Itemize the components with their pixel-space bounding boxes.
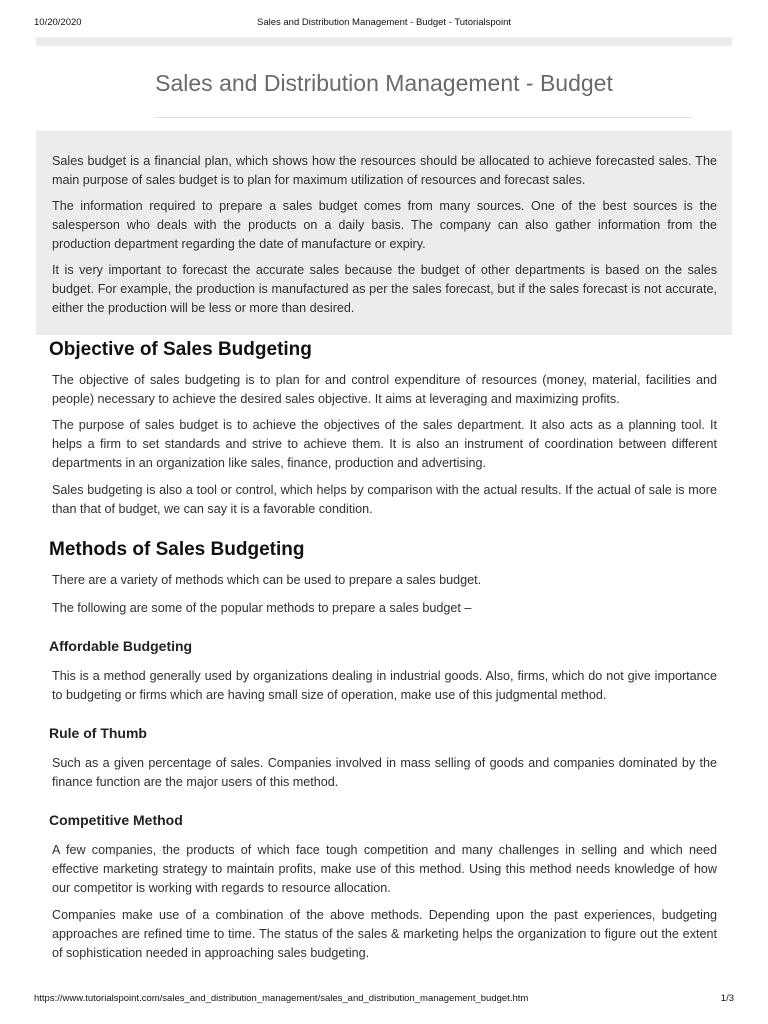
- affordable-budgeting-heading: Affordable Budgeting: [49, 638, 193, 654]
- intro-paragraph: It is very important to forecast the accurate sales because the budget of other departments is based on the sales budget. For example, the production is manufactured as per the sales forecast, but if the sales forecast is not accurate, either the production will be less or more than desired.: [52, 263, 717, 315]
- objective-heading: Objective of Sales Budgeting: [49, 339, 312, 360]
- page-url: https://www.tutorialspoint.com/sales_and_distribution_management/sales_and_distribution_management_budget.htm: [34, 993, 529, 1004]
- objective-paragraph: Sales budgeting is also a tool or control, which helps by comparison with the actual results. If the actual of sale is more than that of budget, we can say it is a favorable condition.: [52, 483, 717, 516]
- page-title: Sales and Distribution Management - Budget: [155, 70, 613, 96]
- objective-paragraph: The objective of sales budgeting is to plan for and control expenditure of resources (money, material, facilities and people) necessary to achieve the desired sales objective. It aims at leveraging and maximizing profits.: [52, 373, 717, 406]
- objective-paragraph: The purpose of sales budget is to achieve the objectives of the sales department. It also acts as a planning tool. It helps a firm to set standards and strive to achieve them. It is also an instrument of coordination between different departments in an organization like sales, finance, production and advertising.: [52, 418, 717, 470]
- top-bar: [36, 37, 732, 46]
- rule-of-thumb-text: Such as a given percentage of sales. Companies involved in mass selling of goods and companies dominated by the finance function are the major users of this method.: [52, 756, 717, 789]
- print-page-title: Sales and Distribution Management - Budget - Tutorialspoint: [257, 17, 511, 28]
- rule-of-thumb-heading: Rule of Thumb: [49, 725, 147, 741]
- page-number: 1/3: [720, 993, 734, 1004]
- competitive-method-heading: Competitive Method: [49, 812, 183, 828]
- title-divider: [154, 117, 692, 118]
- competitive-method-paragraph: A few companies, the products of which face tough competition and many challenges in selling and which need effective marketing strategy to maintain profits, make use of this method. Using this method needs knowledge of how our competitor is working with regards to resource allocation.: [52, 843, 717, 895]
- intro-paragraph: Sales budget is a financial plan, which shows how the resources should be allocated to achieve forecasted sales. The main purpose of sales budget is to plan for maximum utilization of resources and forecast sales.: [52, 154, 717, 187]
- intro-paragraph: The information required to prepare a sales budget comes from many sources. One of the best sources is the salesperson who deals with the products on a daily basis. The company can also gather information from the production department regarding the date of manufacture or expiry.: [52, 199, 717, 251]
- methods-heading: Methods of Sales Budgeting: [49, 539, 305, 560]
- methods-paragraph: There are a variety of methods which can be used to prepare a sales budget.: [52, 573, 482, 587]
- print-date: 10/20/2020: [34, 17, 82, 28]
- intro-box: [36, 131, 732, 335]
- methods-paragraph: The following are some of the popular methods to prepare a sales budget –: [52, 601, 472, 615]
- competitive-method-paragraph: Companies make use of a combination of the above methods. Depending upon the past experiences, budgeting approaches are refined time to time. The status of the sales & marketing helps the organization to figure out the extent of sophistication needed in approaching sales budgeting.: [52, 908, 717, 960]
- affordable-budgeting-text: This is a method generally used by organizations dealing in industrial goods. Also, firms, which do not give importance to budgeting or firms which are having small size of operation, make use of this judgmental method.: [52, 669, 717, 702]
